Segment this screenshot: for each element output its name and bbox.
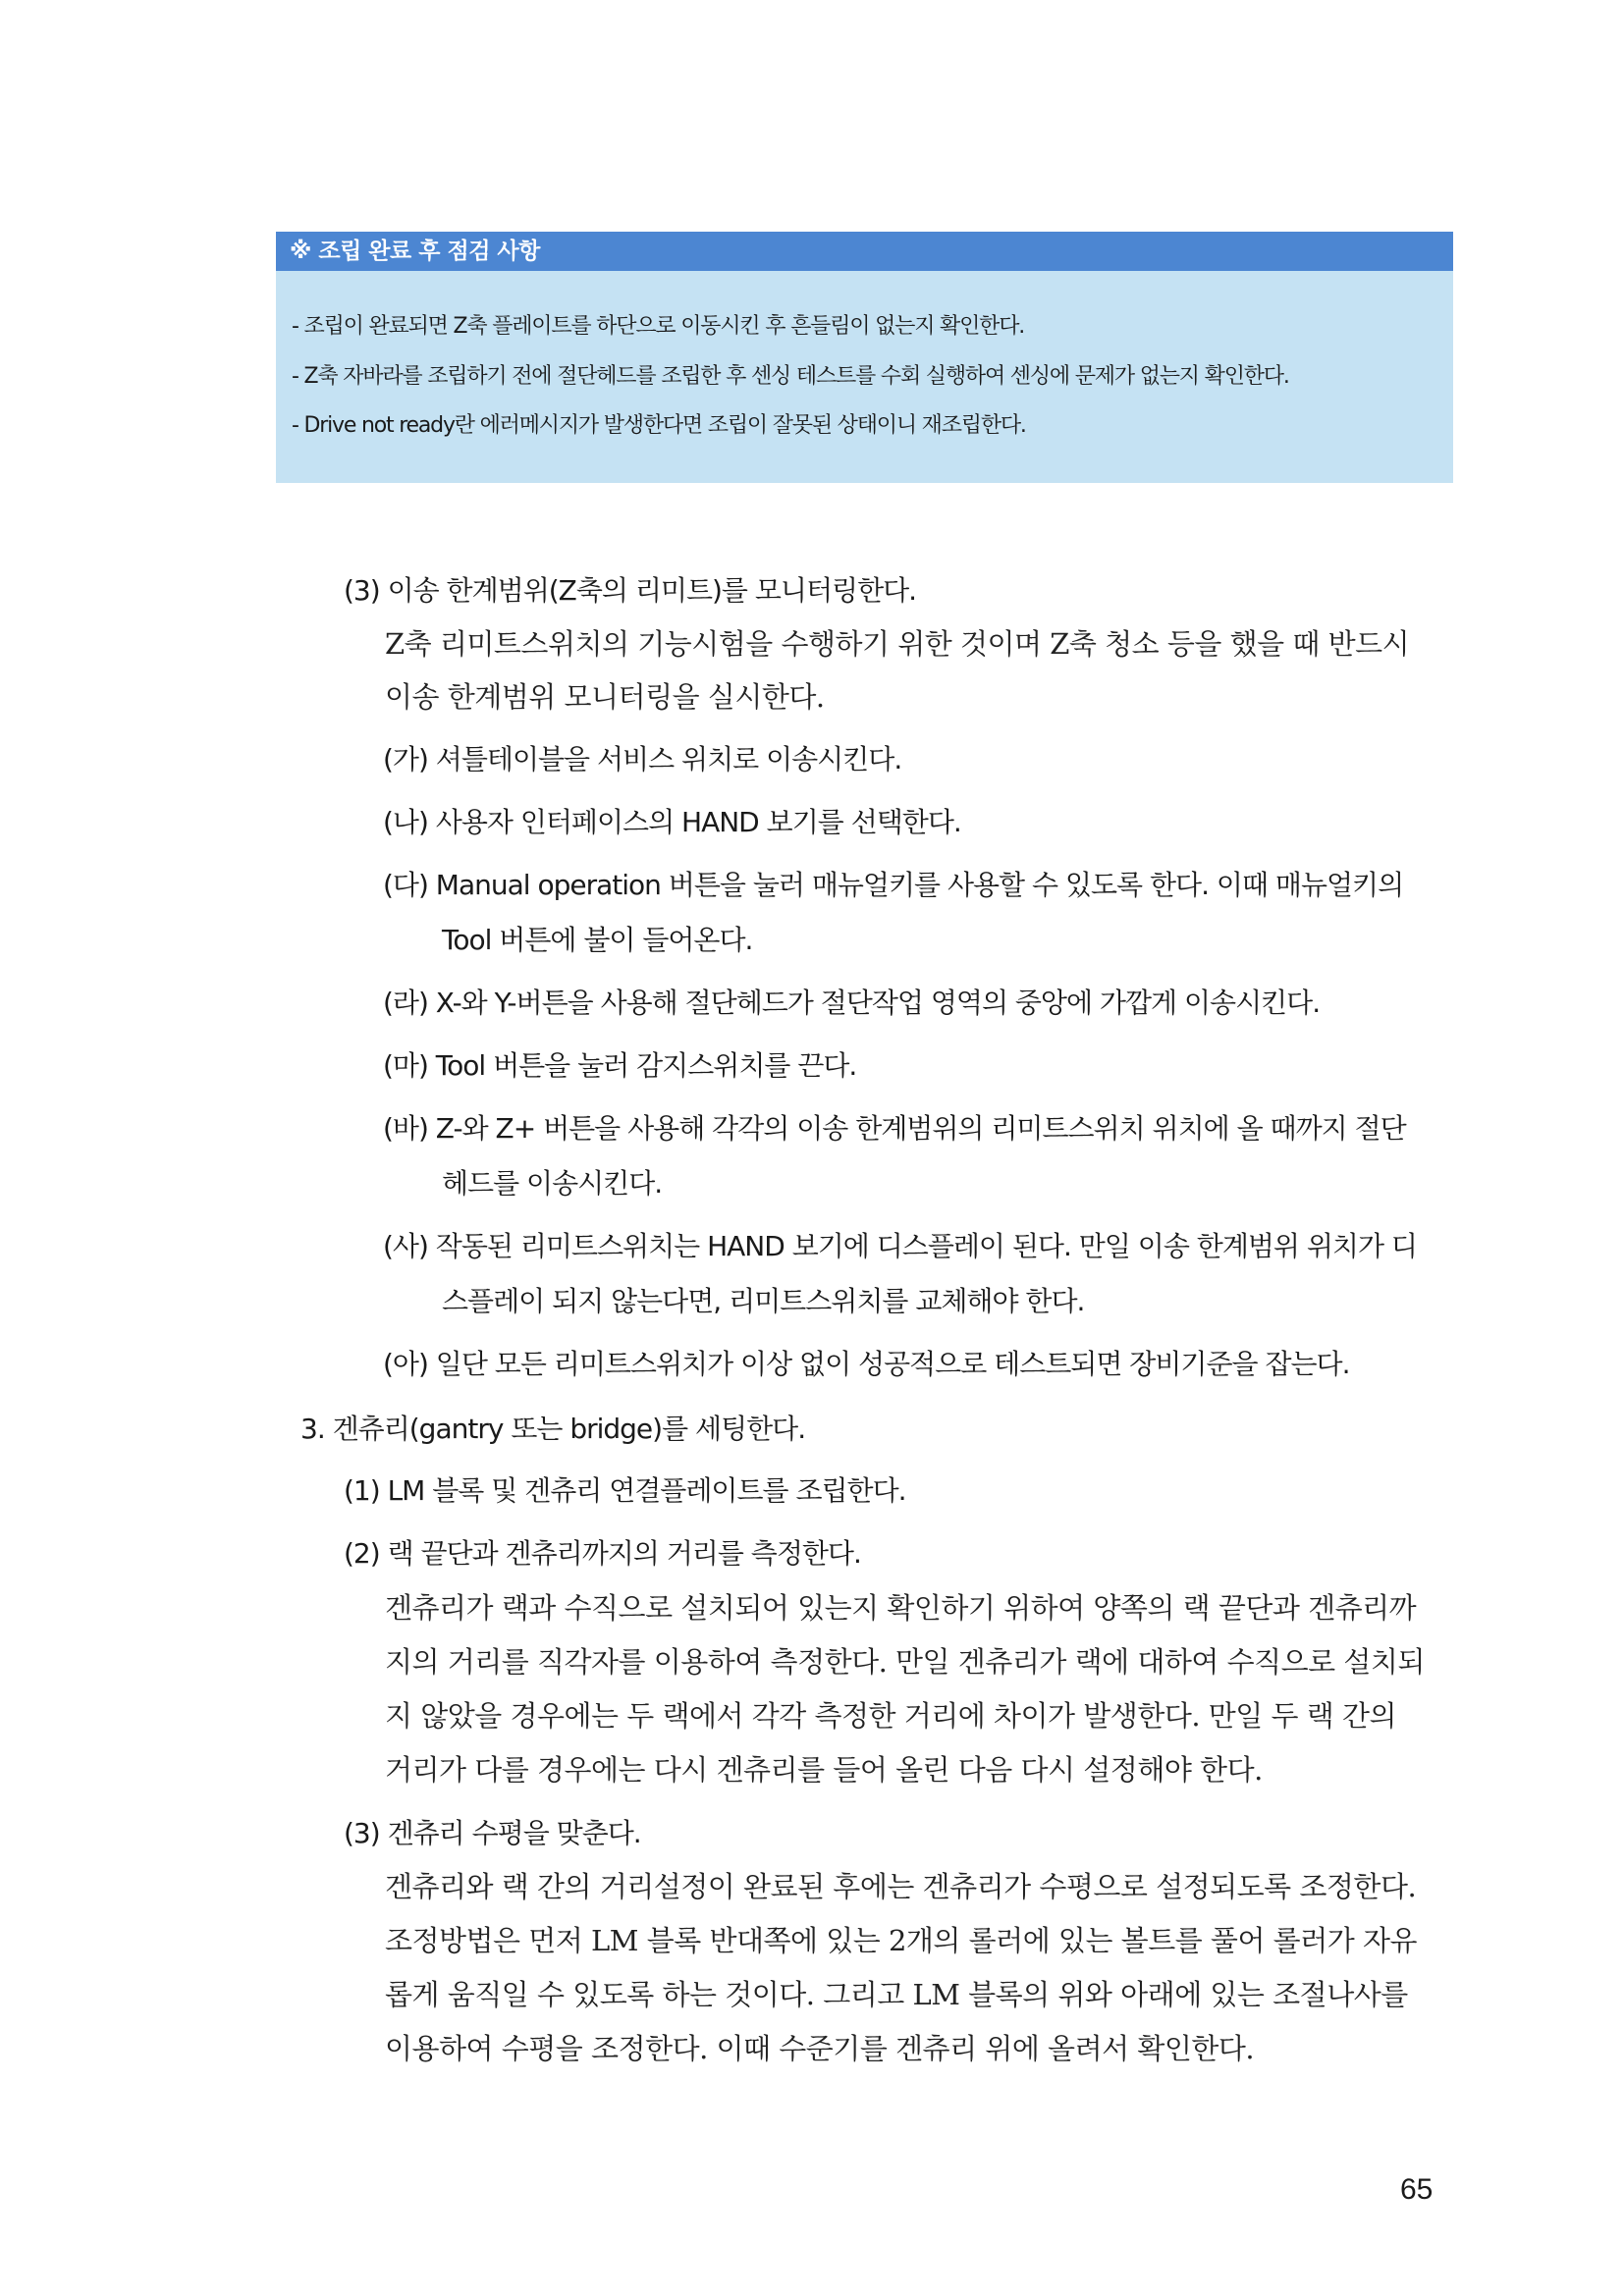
section-heading: 3. 겐츄리(gantry 또는 bridge)를 세팅한다. [300, 1413, 806, 1445]
paragraph-line: 조정방법은 먼저 LM 블록 반대쪽에 있는 2개의 롤러에 있는 볼트를 풀어 롤러가 자유 [385, 1924, 1417, 1957]
notice-item: - Z축 자바라를 조립하기 전에 절단헤드를 조립한 후 센싱 테스트를 수회 실행하여 센싱에 문제가 없는지 확인한다. [292, 364, 1289, 389]
section-heading: (3) 이송 한계범위(Z축의 리미트)를 모니터링한다. [344, 574, 917, 607]
subsection-heading: (3) 겐츄리 수평을 맞춘다. [344, 1817, 641, 1849]
subsection-heading: (1) LM 블록 및 겐츄리 연결플레이트를 조립한다. [344, 1474, 906, 1507]
page-number: 65 [1400, 2173, 1434, 2206]
step-item: (아) 일단 모든 리미트스위치가 이상 없이 성공적으로 테스트되면 장비기준을 잡는다. [383, 1348, 1350, 1380]
subsection-heading: (2) 랙 끝단과 겐츄리까지의 거리를 측정한다. [344, 1537, 861, 1570]
step-item: (다) Manual operation 버튼을 눌러 매뉴얼키를 사용할 수 있도록 한다. 이때 매뉴얼키의 [383, 869, 1404, 901]
step-item-continued: 헤드를 이송시킨다. [442, 1167, 663, 1200]
notice-item: - 조립이 완료되면 Z축 플레이트를 하단으로 이동시킨 후 흔들림이 없는지 확인한다. [292, 314, 1025, 339]
notice-title: ※ 조립 완료 후 점검 사항 [276, 232, 1453, 271]
paragraph-line: 지의 거리를 직각자를 이용하여 측정한다. 만일 겐츄리가 랙에 대하여 수직으로 설치되 [385, 1645, 1425, 1679]
step-item: (라) X-와 Y-버튼을 사용해 절단헤드가 절단작업 영역의 중앙에 가깝게 이송시킨다. [383, 987, 1321, 1019]
paragraph-line: 거리가 다를 경우에는 다시 겐츄리를 들어 올린 다음 다시 설정해야 한다. [385, 1753, 1263, 1787]
step-item: (나) 사용자 인터페이스의 HAND 보기를 선택한다. [383, 806, 961, 838]
step-item: (가) 셔틀테이블을 서비스 위치로 이송시킨다. [383, 743, 902, 775]
step-item: (마) Tool 버튼을 눌러 감지스위치를 끈다. [383, 1049, 857, 1082]
notice-item: - Drive not ready란 에러메시지가 발생한다면 조립이 잘못된 상태이니 재조립한다. [292, 413, 1026, 438]
paragraph-line: 롭게 움직일 수 있도록 하는 것이다. 그리고 LM 블록의 위와 아래에 있는 조절나사를 [385, 1978, 1408, 2011]
paragraph-line: 겐츄리가 랙과 수직으로 설치되어 있는지 확인하기 위하여 양쪽의 랙 끝단과 겐츄리까 [385, 1591, 1417, 1625]
paragraph-line: 지 않았을 경우에는 두 랙에서 각각 측정한 거리에 차이가 발생한다. 만일 두 랙 간의 [385, 1699, 1397, 1733]
step-item: (바) Z-와 Z+ 버튼을 사용해 각각의 이송 한계범위의 리미트스위치 위치에 올 때까지 절단 [383, 1112, 1406, 1145]
step-item-continued: 스플레이 되지 않는다면, 리미트스위치를 교체해야 한다. [442, 1285, 1085, 1317]
notice-box [276, 232, 1453, 483]
step-item: (사) 작동된 리미트스위치는 HAND 보기에 디스플레이 된다. 만일 이송 한계범위 위치가 디 [383, 1230, 1417, 1262]
paragraph-line: 이용하여 수평을 조정한다. 이때 수준기를 겐츄리 위에 올려서 확인한다. [385, 2032, 1255, 2065]
paragraph-line: 겐츄리와 랙 간의 거리설정이 완료된 후에는 겐츄리가 수평으로 설정되도록 조정한다. [385, 1870, 1417, 1903]
step-item-continued: Tool 버튼에 불이 들어온다. [442, 924, 753, 956]
paragraph-line: 이송 한계범위 모니터링을 실시한다. [385, 680, 825, 714]
paragraph-line: Z축 리미트스위치의 기능시험을 수행하기 위한 것이며 Z축 청소 등을 했을 때 반드시 [385, 627, 1410, 661]
